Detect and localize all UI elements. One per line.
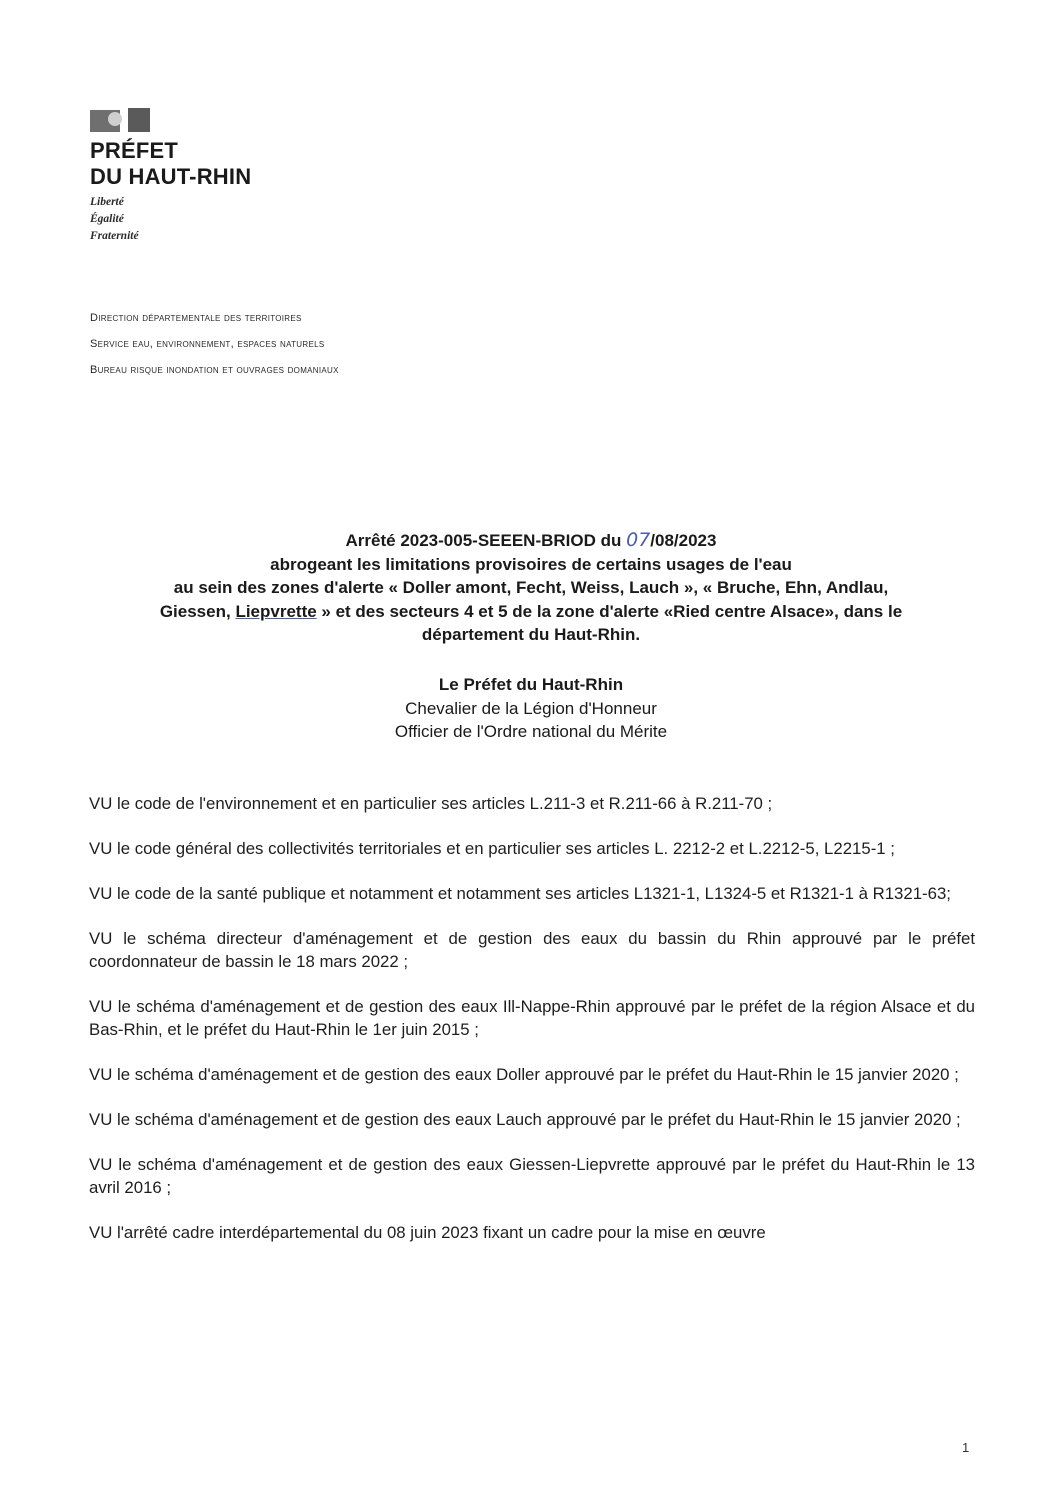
consideration-paragraph: VU le schéma directeur d'aménagement et de gestion des eaux du bassin du Rhin approuvé par le préfet coordonnateur de bassin le 18 mars 2022 ; xyxy=(89,929,975,971)
consideration-paragraph: VU le schéma d'aménagement et de gestion des eaux Lauch approuvé par le préfet du Haut-Rhin le 15 janvier 2020 ; xyxy=(89,1110,961,1129)
republic-motto xyxy=(90,194,139,245)
liepvrette-underlined: Liepvrette xyxy=(235,601,317,621)
consideration-paragraph: VU le code de l'environnement et en particulier ses articles L.211-3 et R.211-66 à R.211-70 ; xyxy=(89,794,773,813)
prefet-title xyxy=(90,138,251,190)
prefet-title-line2: DU HAUT-RHIN xyxy=(90,164,252,189)
service-bureau: Bureau risque inondation et ouvrages domaniaux xyxy=(90,364,339,376)
consideration-paragraph: VU l'arrêté cadre interdépartemental du 08 juin 2023 fixant un cadre pour la mise en œuvre xyxy=(89,1223,766,1242)
page-number: 1 xyxy=(962,1440,970,1455)
authority-name: Le Préfet du Haut-Rhin xyxy=(438,675,624,694)
service-eau: Service eau, environnement, espaces naturels xyxy=(90,338,325,350)
consideration-paragraph: VU le code général des collectivités territoriales et en particulier ses articles L. 2212-2 et L.2212-5, L2215-1 ; xyxy=(89,839,895,858)
line4-start: Giessen, xyxy=(159,601,236,621)
handwritten-day: 07 xyxy=(626,529,651,551)
arrete-number: Arrêté 2023-005-SEEEN-BRIOD du xyxy=(345,531,627,550)
motto-egalite: Égalité xyxy=(90,213,124,225)
consideration-paragraph: VU le schéma d'aménagement et de gestion des eaux Giessen-Liepvrette approuvé par le préfet du Haut-Rhin le 13 avril 2016 ; xyxy=(89,1155,975,1197)
considerations-list xyxy=(89,792,975,1266)
arrete-title-line3: au sein des zones d'alerte « Doller amont, Fecht, Weiss, Lauch », « Bruche, Ehn, Andlau, xyxy=(173,578,889,597)
motto-liberte: Liberté xyxy=(90,196,124,208)
arrete-title-line4 xyxy=(96,600,966,624)
arrete-title-line1 xyxy=(96,529,966,553)
motto-fraternite: Fraternité xyxy=(90,230,139,242)
authority-title1: Chevalier de la Légion d'Honneur xyxy=(405,698,657,718)
prefet-title-line1: PRÉFET xyxy=(90,138,178,163)
arrete-title xyxy=(96,529,966,647)
arrete-date-rest: /08/2023 xyxy=(650,531,717,550)
authority-title2: Officier de l'Ordre national du Mérite xyxy=(394,722,668,741)
authority-block xyxy=(96,673,966,744)
arrete-title-line5: département du Haut-Rhin. xyxy=(421,625,641,644)
line4-end: » et des secteurs 4 et 5 de la zone d'alerte «Ried centre Alsace», dans le xyxy=(316,601,903,621)
service-direction: Direction départementale des territoires xyxy=(90,312,302,324)
issuing-services xyxy=(90,310,430,378)
consideration-paragraph: VU le schéma d'aménagement et de gestion des eaux Ill-Nappe-Rhin approuvé par le préfet de la région Alsace et du Bas-Rhin, et le préfet du Haut-Rhin le 1er juin 2015 ; xyxy=(89,997,975,1039)
consideration-paragraph: VU le code de la santé publique et notamment et notamment ses articles L1321-1, L1324-5 et R1321-1 à R1321-63; xyxy=(89,884,951,903)
marianne-logo-icon xyxy=(90,106,160,134)
arrete-title-line2: abrogeant les limitations provisoires de certains usages de l'eau xyxy=(270,554,792,574)
consideration-paragraph: VU le schéma d'aménagement et de gestion des eaux Doller approuvé par le préfet du Haut-Rhin le 15 janvier 2020 ; xyxy=(89,1065,959,1084)
